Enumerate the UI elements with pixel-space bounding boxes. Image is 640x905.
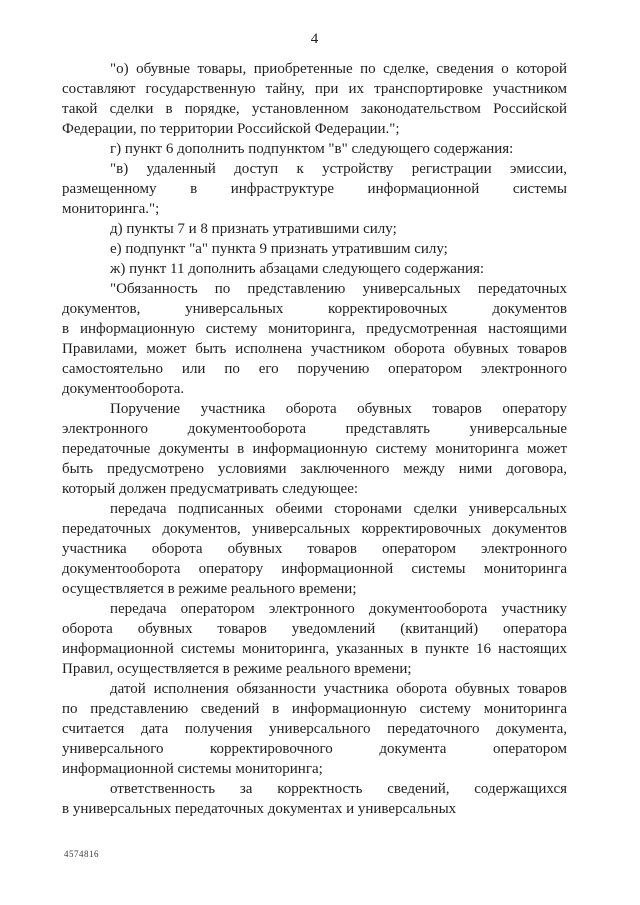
text-line: осуществляется в режиме реального времени; [62,581,357,597]
paragraph [62,679,567,779]
paragraph [62,259,567,279]
text-line: электронного документооборота представлять универсальные [62,421,567,437]
text-line: считается дата получения универсального передаточного документа, [62,721,567,737]
document-footer-code: 4574816 [64,849,99,859]
paragraph [62,399,567,499]
text-line: который должен предусматривать следующее: [62,481,359,497]
text-line: мониторинга."; [62,201,160,217]
text-line: размещенному в инфраструктуре информационной системы [62,181,567,197]
paragraph [62,599,567,679]
paragraph [62,139,567,159]
text-line: Правилами, может быть исполнена участником оборота обувных товаров [62,341,567,357]
text-line: оборота обувных товаров уведомлений (квитанций) оператора [62,621,567,637]
text-line: быть предусмотрено условиями заключенного между ними договора, [62,461,567,477]
text-line: ответственность за корректность сведений, содержащихся [110,781,567,797]
text-line: в информационную систему мониторинга, предусмотренная настоящими [62,321,567,337]
text-line: универсального корректировочного документа оператором [62,741,567,757]
paragraph [62,59,567,139]
text-line: Федерации, по территории Российской Федерации."; [62,121,400,137]
text-line: информационной системы мониторинга, указанных в пункте 16 настоящих [62,641,567,657]
paragraph [62,219,567,239]
text-line: документооборота оператору информационной системы мониторинга [62,561,567,577]
text-line: передаточных документов, универсальных корректировочных документов [62,521,567,537]
text-line: г) пункт 6 дополнить подпунктом "в" следующего содержания: [110,141,514,157]
text-line: датой исполнения обязанности участника оборота обувных товаров [110,681,567,697]
text-line: "Обязанность по представлению универсальных передаточных [110,281,567,297]
text-line: передаточные документы в информационную систему мониторинга может [62,441,567,457]
text-line: д) пункты 7 и 8 признать утратившими силу; [110,221,397,237]
paragraph [62,239,567,259]
text-line: информационной системы мониторинга; [62,761,323,777]
text-line: передача подписанных обеими сторонами сделки универсальных [110,501,567,517]
text-line: в универсальных передаточных документах и универсальных [62,801,457,817]
text-line: составляют государственную тайну, при их транспортировке участником [62,81,567,97]
text-line: по представлению сведений в информационную систему мониторинга [62,701,567,717]
document-body-text [62,59,567,819]
page-number: 4 [310,31,319,47]
text-line: документооборота. [62,381,185,397]
text-line: ж) пункт 11 дополнить абзацами следующего содержания: [110,261,485,277]
text-line: Правил, осуществляется в режиме реального времени; [62,661,412,677]
paragraph [62,159,567,219]
text-line: документов, универсальных корректировочных документов [62,301,567,317]
text-line: е) подпункт "а" пункта 9 признать утратившим силу; [110,241,448,257]
text-line: передача оператором электронного документооборота участнику [110,601,567,617]
paragraph [62,279,567,399]
text-line: такой сделки в порядке, установленном законодательством Российской [62,101,567,117]
paragraph [62,499,567,599]
text-line: "в) удаленный доступ к устройству регистрации эмиссии, [110,161,567,177]
text-line: Поручение участника оборота обувных товаров оператору [110,401,567,417]
text-line: участника оборота обувных товаров оператором электронного [62,541,567,557]
text-line: самостоятельно или по его поручению оператором электронного [62,361,567,377]
text-line: "о) обувные товары, приобретенные по сделке, сведения о которой [110,61,567,77]
paragraph [62,779,567,819]
